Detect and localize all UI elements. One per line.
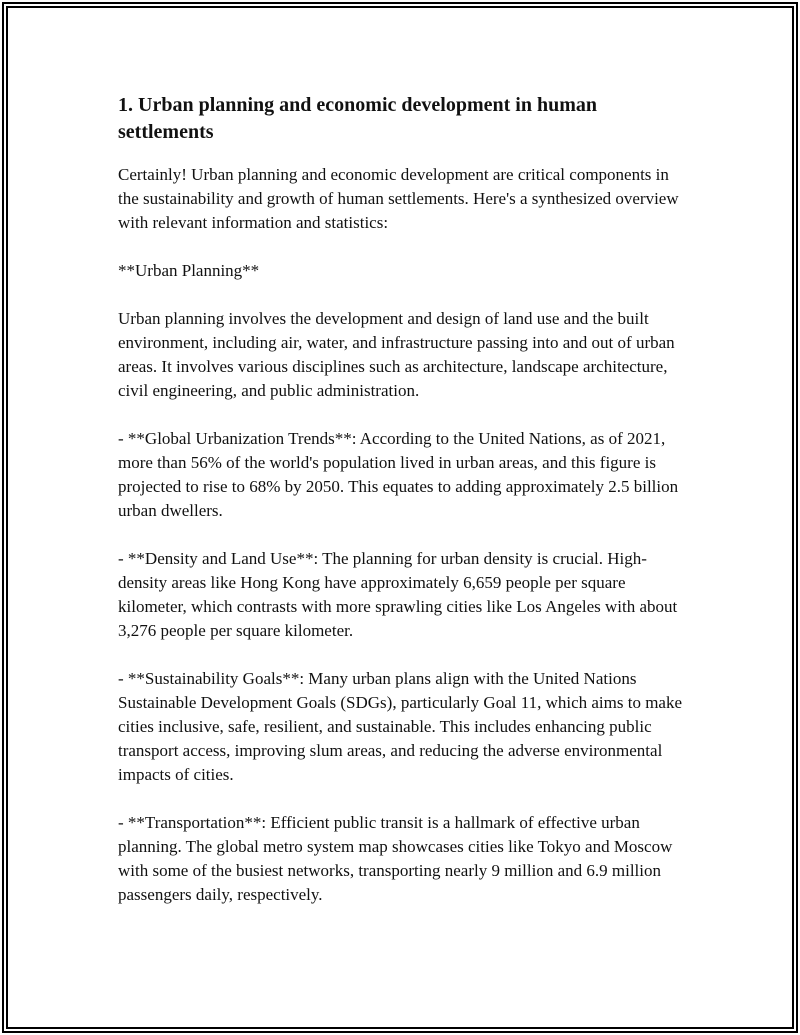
urban-planning-subheading: **Urban Planning** bbox=[118, 261, 260, 280]
intro-paragraph: Certainly! Urban planning and economic development are critical components in the sustainability and growth of human settlements. Here's a synthesized overview with relevant information and statistics: bbox=[118, 165, 679, 232]
sustainability-goals-item: - **Sustainability Goals**: Many urban plans align with the United Nations Sustainable Development Goals (SDGs), particularly Goal 11, which aims to make cities inclusive, safe, resilient, and sustainable. This includes enhancing public transport access, improving slum areas, and reducing the adverse environmental impacts of cities. bbox=[118, 669, 683, 784]
section-heading: 1. Urban planning and economic development in human settlements bbox=[118, 94, 597, 143]
document-body bbox=[118, 92, 690, 931]
density-land-use-item: - **Density and Land Use**: The planning for urban density is crucial. High-density areas like Hong Kong have approximately 6,659 people per square kilometer, which contrasts with more sprawling cities like Los Angeles with about 3,276 people per square kilometer. bbox=[118, 549, 678, 640]
urban-planning-paragraph: Urban planning involves the development and design of land use and the built environment, including air, water, and infrastructure passing into and out of urban areas. It involves various disciplines such as architecture, landscape architecture, civil engineering, and public administration. bbox=[118, 309, 675, 400]
transportation-item: - **Transportation**: Efficient public transit is a hallmark of effective urban planning. The global metro system map showcases cities like Tokyo and Moscow with some of the busiest networks, transporting nearly 9 million and 6.9 million passengers daily, respectively. bbox=[118, 813, 673, 904]
urbanization-trends-item: - **Global Urbanization Trends**: According to the United Nations, as of 2021, more than 56% of the world's population lived in urban areas, and this figure is projected to rise to 68% by 2050. This equates to adding approximately 2.5 billion urban dwellers. bbox=[118, 429, 679, 520]
